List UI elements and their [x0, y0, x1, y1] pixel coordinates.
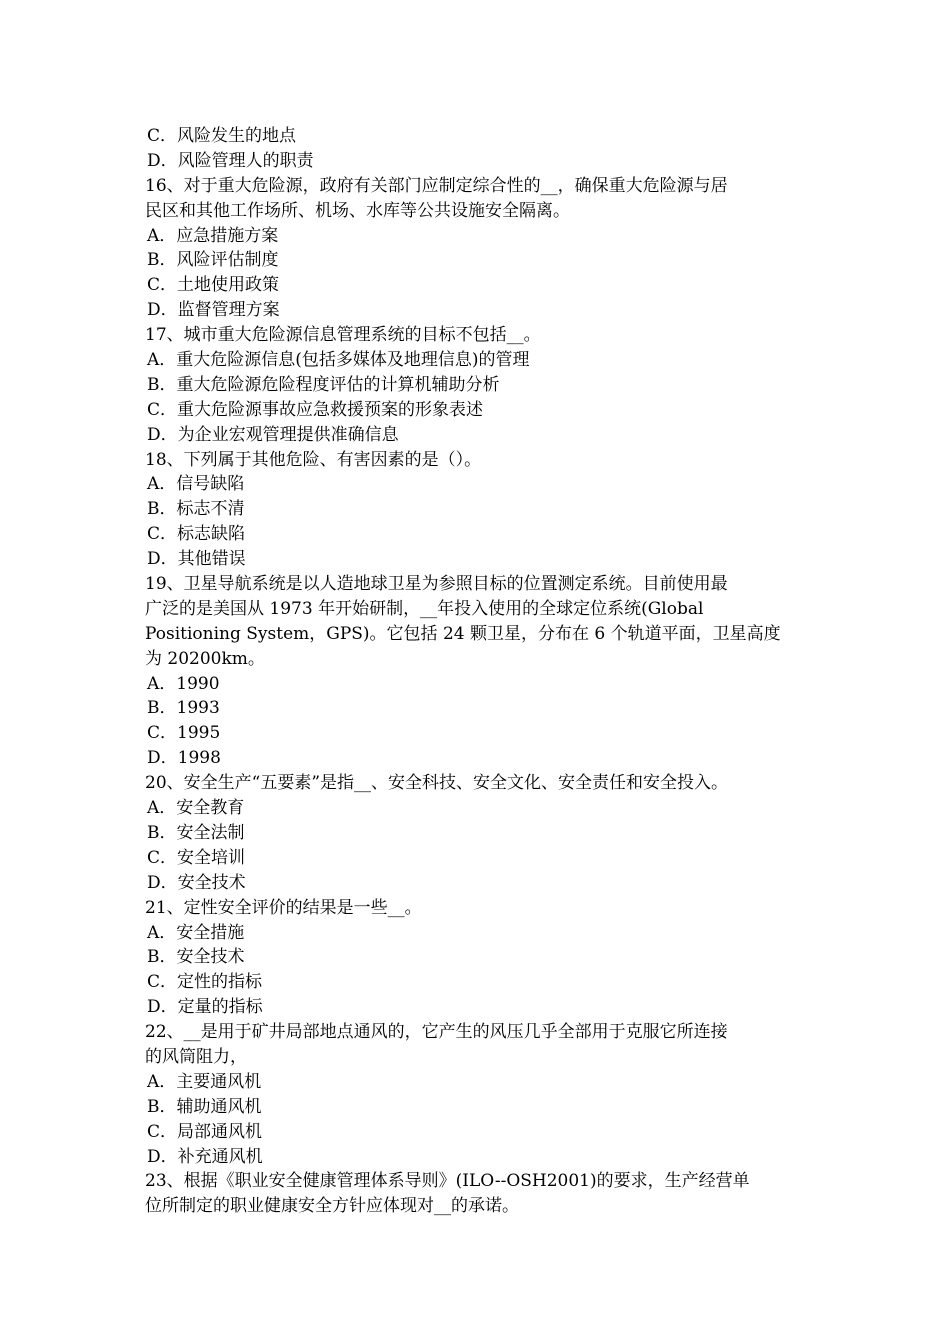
- option-text: 1995: [177, 723, 221, 744]
- option-label: D．: [147, 300, 178, 321]
- option-label: B．: [147, 499, 177, 520]
- option-text: 安全教育: [176, 798, 245, 819]
- option-label: B．: [147, 698, 177, 719]
- option-text: 定性的指标: [177, 972, 263, 993]
- option-label: C．: [147, 1121, 178, 1142]
- option-label: D．: [147, 1146, 178, 1167]
- option-text: 风险评估制度: [176, 250, 279, 271]
- option-label: A．: [147, 922, 177, 943]
- option-label: B．: [147, 374, 177, 395]
- option-text: 补充通风机: [177, 1146, 263, 1167]
- option-label: A．: [147, 673, 177, 694]
- option-text: 监督管理方案: [177, 300, 280, 321]
- option-text: 1990: [176, 673, 220, 694]
- answer-option: [145, 224, 809, 249]
- option-text: 定量的指标: [177, 997, 263, 1018]
- option-text: 安全技术: [177, 872, 246, 893]
- option-label: B．: [147, 822, 177, 843]
- option-label: C．: [147, 524, 178, 545]
- answer-option: [145, 1120, 809, 1145]
- question-stem-line: Positioning System，GPS)。它包括 24 颗卫星，分布在 6 个轨道平面，卫星高度: [145, 623, 781, 644]
- option-label: D．: [147, 872, 178, 893]
- option-label: A．: [147, 474, 177, 495]
- option-label: D．: [147, 424, 178, 445]
- option-text: 主要通风机: [176, 1071, 262, 1092]
- answer-option: [145, 398, 809, 423]
- option-text: 风险发生的地点: [177, 126, 297, 146]
- question-block: [145, 323, 809, 447]
- question-block: [145, 448, 809, 572]
- answer-option: [145, 273, 809, 298]
- option-label: A．: [147, 798, 177, 819]
- option-text: 风险管理人的职责: [177, 150, 314, 171]
- option-text: 安全培训: [177, 847, 246, 868]
- option-text: 辅助通风机: [176, 1096, 262, 1117]
- answer-option: [145, 721, 809, 746]
- answer-option: [145, 1095, 809, 1120]
- answer-option: [145, 945, 809, 970]
- option-label: A．: [147, 350, 177, 371]
- option-text: 重大危险源事故应急救援预案的形象表述: [177, 399, 484, 420]
- option-text: 安全技术: [176, 947, 245, 968]
- question-stem-line: 19、卫星导航系统是以人造地球卫星为参照目标的位置测定系统。目前使用最: [145, 574, 728, 595]
- option-label: D．: [147, 150, 178, 171]
- option-text: 安全法制: [176, 822, 245, 843]
- option-label: A．: [147, 225, 177, 246]
- question-stem-line: 广泛的是美国从 1973 年开始研制，__年投入使用的全球定位系统(Global: [145, 598, 704, 619]
- answer-option: [145, 846, 809, 871]
- question-block: [145, 1169, 809, 1219]
- answer-option: [145, 871, 809, 896]
- option-text: 标志不清: [176, 499, 245, 520]
- option-text: 土地使用政策: [177, 275, 280, 296]
- answer-option: [145, 348, 809, 373]
- leading-options: [145, 124, 809, 174]
- question-block: [145, 771, 809, 895]
- answer-option: [145, 921, 809, 946]
- question-block: [145, 1020, 809, 1169]
- option-label: C．: [147, 126, 178, 146]
- answer-option: [145, 248, 809, 273]
- question-stem-line: 21、定性安全评价的结果是一些__。: [145, 897, 422, 918]
- answer-option: [145, 672, 809, 697]
- answer-option: [145, 124, 809, 149]
- answer-option: [145, 472, 809, 497]
- option-text: 应急措施方案: [176, 225, 279, 246]
- answer-option: [145, 746, 809, 771]
- answer-option: [145, 423, 809, 448]
- question-block: [145, 896, 809, 1020]
- option-label: D．: [147, 549, 178, 570]
- answer-option: [145, 373, 809, 398]
- answer-option: [145, 821, 809, 846]
- answer-option: [145, 970, 809, 995]
- option-text: 重大危险源信息(包括多媒体及地理信息)的管理: [176, 350, 530, 371]
- option-text: 1998: [177, 748, 221, 769]
- question-stem-line: 民区和其他工作场所、机场、水库等公共设施安全隔离。: [145, 200, 570, 221]
- option-text: 标志缺陷: [177, 524, 246, 545]
- question-stem-line: 的风筒阻力，: [145, 1046, 247, 1067]
- question-stem-line: 23、根据《职业安全健康管理体系导则》(ILO--OSH2001)的要求，生产经营单: [145, 1171, 750, 1192]
- option-text: 安全措施: [176, 922, 245, 943]
- answer-option: [145, 149, 809, 174]
- answer-option: [145, 547, 809, 572]
- document-page: [145, 124, 809, 1219]
- option-label: C．: [147, 399, 178, 420]
- question-stem-line: 18、下列属于其他危险、有害因素的是（）。: [145, 449, 482, 470]
- option-label: C．: [147, 847, 178, 868]
- option-text: 为企业宏观管理提供准确信息: [177, 424, 399, 445]
- question-stem-line: 20、安全生产“五要素”是指__、安全科技、安全文化、安全责任和安全投入。: [145, 773, 729, 794]
- option-label: D．: [147, 997, 178, 1018]
- question-stem-line: 22、__是用于矿井局部地点通风的，它产生的风压几乎全部用于克服它所连接: [145, 1022, 728, 1043]
- question-stem-line: 位所制定的职业健康安全方针应体现对__的承诺。: [145, 1196, 519, 1217]
- option-label: D．: [147, 748, 178, 769]
- question-stem-line: 17、城市重大危险源信息管理系统的目标不包括__。: [145, 325, 541, 346]
- answer-option: [145, 1070, 809, 1095]
- option-text: 其他错误: [177, 549, 246, 570]
- option-label: C．: [147, 275, 178, 296]
- answer-option: [145, 522, 809, 547]
- option-text: 重大危险源危险程度评估的计算机辅助分析: [176, 374, 500, 395]
- answer-option: [145, 696, 809, 721]
- answer-option: [145, 995, 809, 1020]
- question-stem-line: 16、对于重大危险源，政府有关部门应制定综合性的__，确保重大危险源与居: [145, 175, 728, 196]
- option-label: A．: [147, 1071, 177, 1092]
- option-label: B．: [147, 250, 177, 271]
- question-stem-line: 为 20200km。: [145, 648, 265, 669]
- option-text: 信号缺陷: [176, 474, 245, 495]
- question-block: [145, 174, 809, 323]
- answer-option: [145, 497, 809, 522]
- option-label: C．: [147, 972, 178, 993]
- option-text: 局部通风机: [177, 1121, 263, 1142]
- answer-option: [145, 796, 809, 821]
- option-label: C．: [147, 723, 178, 744]
- option-label: B．: [147, 947, 177, 968]
- answer-option: [145, 1145, 809, 1170]
- option-label: B．: [147, 1096, 177, 1117]
- option-text: 1993: [176, 698, 220, 719]
- answer-option: [145, 298, 809, 323]
- question-block: [145, 572, 809, 771]
